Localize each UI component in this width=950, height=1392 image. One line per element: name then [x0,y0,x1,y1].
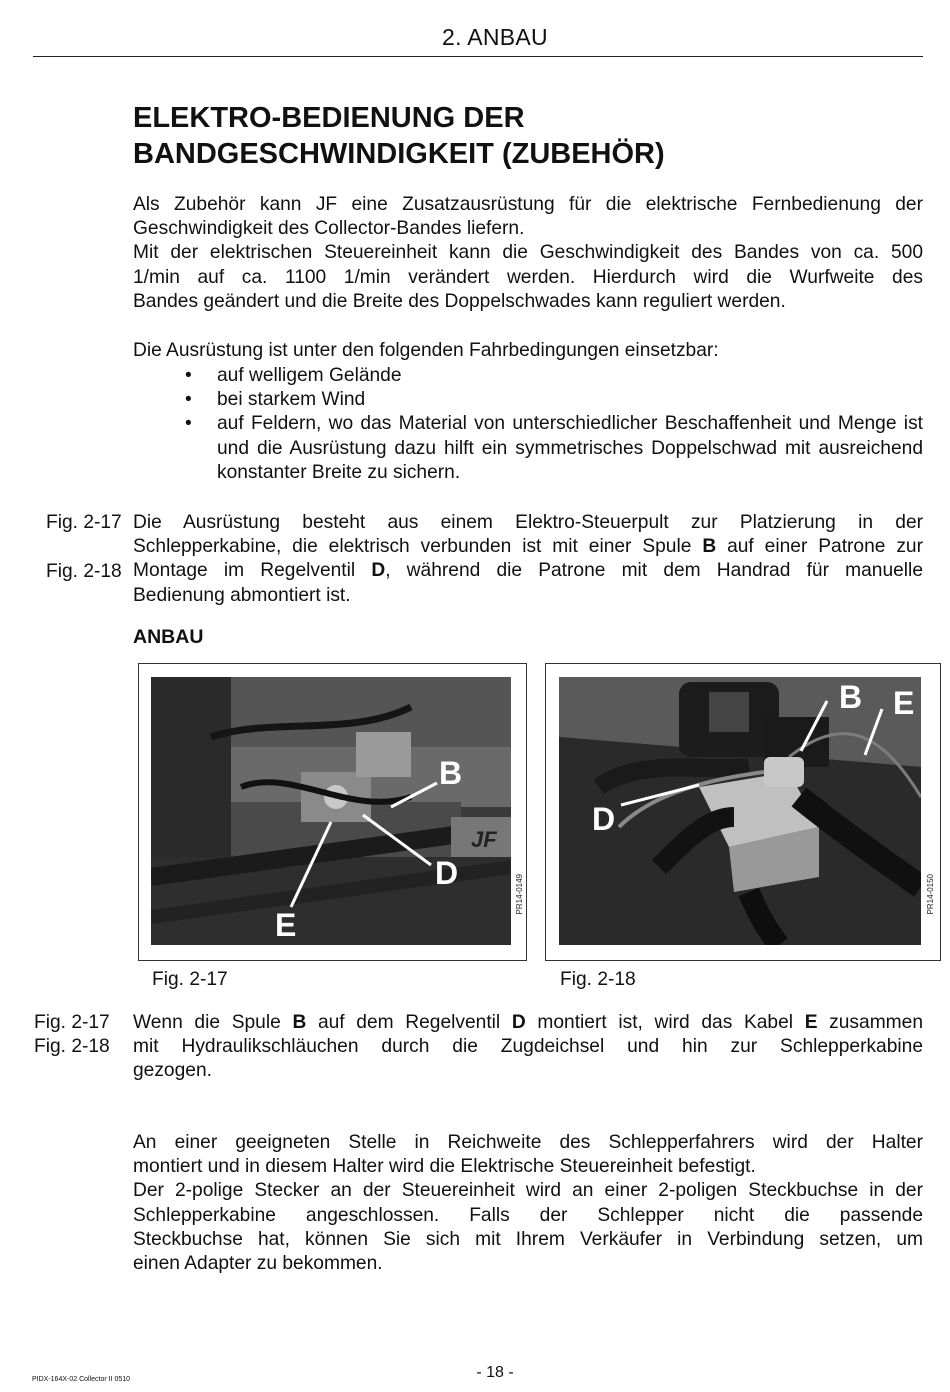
mounting-line-1 [133,1011,923,1035]
figure-2-18-photo [559,677,921,945]
conditions-list [133,364,923,485]
mounting-line-3: gezogen. [133,1060,212,1082]
equipment-line-1: Die Ausrüstung besteht aus einem Elektro-Steuerpult zur Platzierung in der [133,512,923,533]
equipment-paragraph [133,511,923,608]
holder-line-4: Schlepperkabine angeschlossen. Falls der Schlepper nicht die passende [133,1204,923,1226]
callout-b: B [839,679,863,715]
callout-b: B [439,755,463,791]
callout-e: E [893,685,915,721]
margin-figure-ref: Fig. 2-18 [34,1036,110,1057]
text-run: montiert ist, wird das Kabel [525,1012,805,1033]
callout-e: E [275,907,297,943]
footer-page-number: - 18 - [476,1364,514,1381]
text-run: Montage im Regelventil [133,560,372,582]
equipment-line-2 [133,535,923,559]
intro-line-4: 1/min auf ca. 1100 1/min verändert werden. Hierdurch wird die Wurfweite des [133,266,923,288]
page-title-line-1: ELEKTRO-BEDIENUNG DER [133,102,525,134]
list-item: • bei starkem Wind [133,388,923,412]
footer-document-id: PIDX-164X-02 Collector II 0510 [32,1376,131,1383]
list-item: • auf welligem Gelände [133,364,923,388]
figure-2-18-caption: Fig. 2-18 [560,969,636,990]
equipment-line-4: Bedienung abmontiert ist. [133,584,351,606]
text-run: Wenn die Spule [133,1012,293,1033]
intro-line-2: Geschwindigkeit des Collector-Bandes liefern. [133,218,525,240]
svg-text:JF: JF [471,827,497,852]
figure-2-17-illustration [151,677,511,945]
text-run: auf einer Patrone zur [716,536,923,558]
figure-2-18-code: PR14-0150 [926,874,935,915]
text-run: Schlepperkabine, die elektrisch verbunden ist mit einer Spule [133,536,703,558]
callout-letter: E [804,1012,818,1033]
page-title [133,100,893,172]
margin-figure-ref: Fig. 2-17 [46,512,122,533]
conditions-lead: Die Ausrüstung ist unter den folgenden Fahrbedingungen einsetzbar: [133,340,719,361]
list-item: • auf Feldern, wo das Material von unterschiedlicher Beschaffenheit und Menge ist und die Ausrüstung dazu hilft ein symmetrisches Doppelschwad mit ausreichend konstanter Breite zu sichern. [133,412,923,485]
page-title-line-2: BANDGESCHWINDIGKEIT (ZUBEHÖR) [133,138,665,170]
intro-line-3: Mit der elektrischen Steuereinheit kann die Geschwindigkeit des Bandes von ca. 500 [133,242,923,264]
text-run: zusammen [817,1012,923,1033]
figure-2-17-frame [138,663,527,961]
holder-line-6: einen Adapter zu bekommen. [133,1253,383,1275]
holder-line-3: Der 2-polige Stecker an der Steuereinheit wird an einer 2-poligen Steckbuchse in der [133,1180,923,1202]
holder-line-1: An einer geeigneten Stelle in Reichweite des Schlepperfahrers wird der Halter [133,1132,923,1153]
callout-d: D [592,801,616,837]
text-run: , während die Patrone mit dem Handrad für manuelle [385,560,923,582]
intro-line-1: Als Zubehör kann JF eine Zusatzausrüstung für die elektrische Fernbedienung der [133,194,923,215]
header-divider [33,56,923,57]
figure-2-18-frame [545,663,941,961]
mounting-paragraph [133,1011,923,1084]
margin-figure-ref: Fig. 2-18 [46,561,122,582]
callout-letter: B [292,1012,307,1033]
equipment-line-3 [133,559,923,583]
intro-paragraph [133,193,923,314]
text-run: auf dem Regelventil [306,1012,512,1033]
holder-line-5: Steckbuchse hat, können Sie sich mit Ihrem Verkäufer in Verbindung setzen, um [133,1228,923,1250]
figure-2-17-photo [151,677,511,945]
margin-figure-ref: Fig. 2-17 [34,1012,110,1033]
callout-letter: B [702,536,717,558]
section-title: ANBAU [133,626,204,648]
figure-2-17-code: PR14-0149 [515,874,524,915]
holder-paragraph [133,1131,923,1276]
figure-2-17-caption: Fig. 2-17 [152,969,228,990]
callout-d: D [435,855,459,891]
callout-letter: D [371,560,386,582]
mounting-line-2: mit Hydraulikschläuchen durch die Zugdeichsel und hin zur Schlepperkabine [133,1036,923,1058]
holder-line-2: montiert und in diesem Halter wird die Elektrische Steuereinheit befestigt. [133,1156,756,1178]
callout-letter: D [511,1012,526,1033]
page-header-title: 2. ANBAU [442,24,548,50]
intro-line-5: Bandes geändert und die Breite des Doppelschwades kann reguliert werden. [133,290,786,312]
